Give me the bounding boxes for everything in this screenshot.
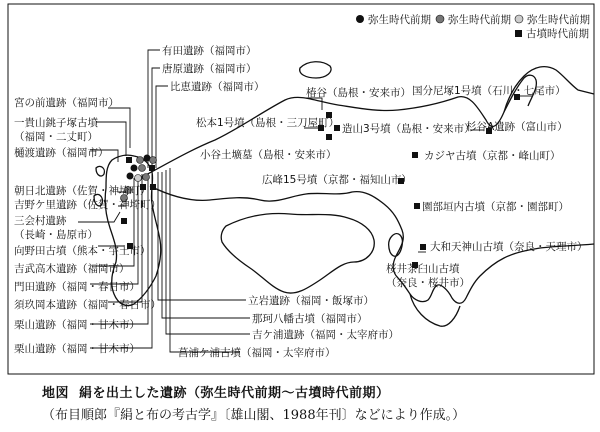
marker-square	[121, 218, 127, 224]
site-label: 菖浦ケ浦古墳（福岡・太宰府市）	[178, 347, 336, 359]
site-label: 栗山遺跡（福岡・甘木市）	[14, 343, 140, 355]
site-label: （長崎・島原市）	[14, 229, 98, 241]
site-label: 有田遺跡（福岡市）	[162, 45, 257, 57]
site-label: 吉ケ浦遺跡（福岡・太宰府市）	[252, 329, 399, 341]
marker-square	[126, 157, 132, 163]
marker-square	[149, 165, 155, 171]
marker-circle	[139, 165, 146, 172]
marker-square	[414, 203, 420, 209]
marker-circle	[135, 175, 142, 182]
site-labels	[14, 44, 588, 359]
marker-square	[150, 184, 156, 190]
site-label: 一貴山銚子塚古墳	[14, 117, 98, 129]
site-label: 三会村遺跡	[14, 215, 67, 227]
legend-label: 古墳時代前期	[526, 28, 589, 40]
site-label: 吉野ケ里遺跡（佐賀・神埼町）	[14, 199, 161, 211]
site-label: 椿谷（島根・安来市）	[306, 87, 411, 99]
marker-circle	[137, 157, 144, 164]
site-label: 比恵遺跡（福岡市）	[170, 81, 265, 93]
site-label: 杉谷A遺跡（富山市）	[466, 121, 568, 133]
site-label: 小谷土壙墓（島根・安来市）	[200, 149, 337, 161]
marker-square	[420, 244, 426, 250]
legend-label: 弥生時代前期	[368, 14, 431, 26]
site-label: 国分尼塚1号墳（石川・七尾市）	[412, 85, 566, 97]
site-label: 大和天神山古墳（奈良・天理市）	[430, 241, 588, 253]
caption-prefix: 地図	[42, 386, 70, 401]
marker-circle	[131, 165, 138, 172]
site-label: 須玖岡本遺跡（福岡・春日市）	[14, 299, 161, 311]
site-label: 朝日北遺跡（佐賀・神埼町）	[14, 185, 151, 197]
map-caption-source: （布目順郎『絹と布の考古学』〔雄山閣、1988年刊〕などにより作成。）	[42, 408, 466, 423]
legend-gray-circle-icon	[436, 15, 444, 23]
marker-square	[326, 134, 332, 140]
legend-light-circle-icon	[515, 15, 523, 23]
marker-circle	[143, 174, 150, 181]
legend-black-circle-icon	[356, 15, 364, 23]
marker-square	[412, 152, 418, 158]
site-label: 那珂八幡古墳（福岡市）	[252, 313, 368, 325]
marker-circle	[150, 157, 157, 164]
site-label: 広峰15号墳（京都・福知山市）	[262, 174, 412, 186]
legend-label: 弥生時代前期	[527, 14, 590, 26]
map-caption-title	[42, 382, 400, 401]
site-label: （福岡・二丈町）	[14, 131, 98, 143]
site-label: 吉武高木遺跡（福岡市）	[14, 263, 130, 275]
legend	[356, 13, 590, 26]
site-label: 桜井茶臼山古墳	[386, 263, 460, 275]
legend-row2	[515, 27, 589, 40]
legend-black-square-icon	[515, 30, 522, 37]
site-label: 立岩遺跡（福岡・飯塚市）	[248, 295, 374, 307]
coastline	[94, 62, 594, 327]
site-label: 唐原遺跡（福岡市）	[162, 63, 257, 75]
site-label: 造山3号墳（島根・安来市）	[342, 123, 475, 135]
site-label: 園部垣内古墳（京都・園部町）	[422, 201, 569, 213]
site-label: 宮の前遺跡（福岡市）	[14, 97, 119, 109]
site-label: 門田遺跡（福岡・春日市）	[14, 281, 140, 293]
site-label: カジヤ古墳（京都・峰山町）	[424, 150, 561, 162]
site-label: （奈良・桜井市）	[386, 277, 470, 289]
caption-title: 絹を出土した遺跡（弥生時代前期〜古墳時代前期）	[79, 386, 390, 401]
site-label: 向野田古墳（熊本・宇土市）	[14, 245, 151, 257]
site-label: 栗山遺跡（福岡・甘木市）	[14, 319, 140, 331]
site-label: 松本1号墳（島根・三刀屋町）	[196, 117, 340, 129]
marker-circle	[127, 173, 134, 180]
site-label: 樋渡遺跡（福岡市）	[14, 147, 109, 159]
legend-label: 弥生時代前期	[448, 14, 511, 26]
